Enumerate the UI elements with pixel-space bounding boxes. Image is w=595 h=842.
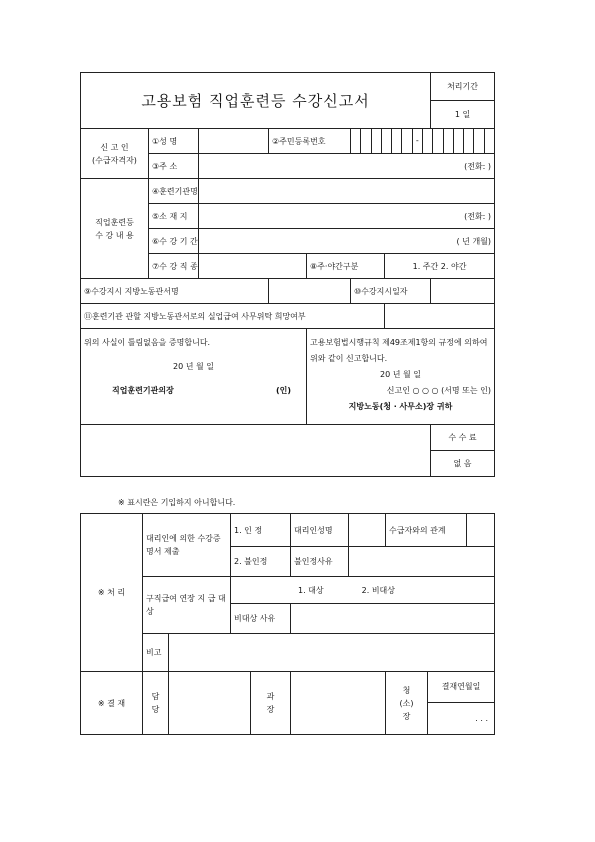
period-label: ⑥수 강 기 간	[149, 229, 199, 254]
location-label: ⑤소 재 지	[149, 204, 199, 229]
left-certification	[81, 329, 307, 425]
director-label: 청 (소) 장	[386, 672, 428, 735]
blank-area	[81, 425, 431, 477]
staff-sign[interactable]	[169, 672, 251, 735]
daynight-options[interactable]: 1. 주간 2. 야간	[385, 254, 495, 279]
non-target-option[interactable]: 2. 비대상	[361, 585, 396, 595]
fee-label: 수 수 료	[431, 425, 495, 451]
approval-date-value: . . .	[475, 714, 489, 723]
approval-date[interactable]	[428, 672, 495, 735]
remarks-label: 비고	[143, 634, 169, 672]
allowance-label: 구직급여 연장 지 급 대 상	[143, 577, 231, 634]
proxy-name-field[interactable]	[349, 514, 386, 547]
name-label: ①성 명	[149, 129, 199, 154]
course-label: ⑦수 강 직 종	[149, 254, 199, 279]
left-cert-seal: (인)	[275, 386, 291, 395]
not-recognized-option[interactable]: 2. 불인정	[231, 547, 291, 577]
name-field[interactable]	[199, 129, 269, 154]
request-label: ⑪훈련기관 관할 지방노동관서로의 실업급여 사무위탁 희망여부	[81, 304, 385, 329]
proxy-label: 대리인에 의한 수강증명서 제출	[143, 514, 231, 577]
ssn-field[interactable]: -	[351, 129, 495, 154]
request-field[interactable]	[385, 304, 495, 329]
fee-value: 없 음	[431, 451, 495, 477]
notice-text: ※ 표시란은 기입하지 아니합니다.	[118, 498, 236, 507]
institution-label: ④훈련기관명	[149, 179, 199, 204]
left-cert-signer: 직업훈련기관의장	[112, 386, 174, 395]
right-cert-date: 20 년 월 일	[380, 370, 422, 379]
office-use-section	[80, 513, 494, 735]
reason-label: 불인정사유	[291, 547, 349, 577]
period-field[interactable]	[199, 229, 495, 254]
proxy-name-label: 대리인성명	[291, 514, 349, 547]
target-option[interactable]: 1. 대상	[298, 585, 324, 595]
report-form	[80, 72, 494, 477]
right-cert-text: 고용보험법시행규칙 제49조제1항의 규정에 의하여 위와 같이 신고합니다.	[310, 338, 488, 363]
period-value: ( 년 개월)	[456, 236, 492, 246]
form-title: 고용보험 직업훈련등 수강신고서	[81, 73, 431, 129]
right-cert-reporter: 신고인 ○ ○ ○ (서명 또는 인)	[386, 386, 492, 395]
institution-field[interactable]	[199, 179, 495, 204]
relation-field[interactable]	[467, 514, 495, 547]
instruct-date-label: ⑩수강지시일자	[351, 279, 431, 304]
course-field[interactable]	[199, 254, 307, 279]
recognized-option[interactable]: 1. 인 정	[231, 514, 291, 547]
approval-label: ※ 결 재	[81, 672, 143, 735]
processing-label: ※ 처 리	[81, 514, 143, 672]
instruct-date-field[interactable]	[431, 279, 495, 304]
chief-sign[interactable]	[291, 672, 386, 735]
daynight-label: ⑧주·야간구분	[307, 254, 385, 279]
office-use-table	[80, 513, 495, 735]
address-label: ③주 소	[149, 154, 199, 179]
location-phone-label: (전화: )	[464, 211, 492, 221]
processing-period-value: 1 일	[431, 101, 495, 129]
address-phone-label: (전화: )	[464, 161, 492, 171]
left-cert-text: 위의 사실이 틀림없음을 증명합니다.	[84, 338, 211, 347]
ssn-label: ②주민등록번호	[269, 129, 351, 154]
chief-label: 과 장	[251, 672, 291, 735]
remarks-field[interactable]	[169, 634, 495, 672]
location-field[interactable]	[199, 204, 495, 229]
target-options[interactable]	[231, 577, 495, 604]
staff-label: 담 당	[143, 672, 169, 735]
processing-period-label: 처리기간	[431, 73, 495, 101]
relation-label: 수급자와의 관계	[386, 514, 467, 547]
main-form-table	[80, 72, 495, 477]
right-certification	[307, 329, 495, 425]
non-target-reason-field[interactable]	[291, 604, 495, 634]
left-cert-date: 20 년 월 일	[173, 362, 214, 371]
non-target-reason-label: 비대상 사유	[231, 604, 291, 634]
right-cert-addressee: 지방노동(청 · 사무소)장 귀하	[348, 402, 453, 411]
reason-field[interactable]	[349, 547, 495, 577]
address-field[interactable]	[199, 154, 495, 179]
office-field[interactable]	[269, 279, 351, 304]
approval-date-label: 결재연월일	[428, 672, 494, 703]
training-section-label: 직업훈련등 수 강 내 용	[81, 179, 149, 279]
office-label: ⑨수강지시 지방노동관서명	[81, 279, 269, 304]
applicant-section-label: 신 고 인 (수급자격자)	[81, 129, 149, 179]
